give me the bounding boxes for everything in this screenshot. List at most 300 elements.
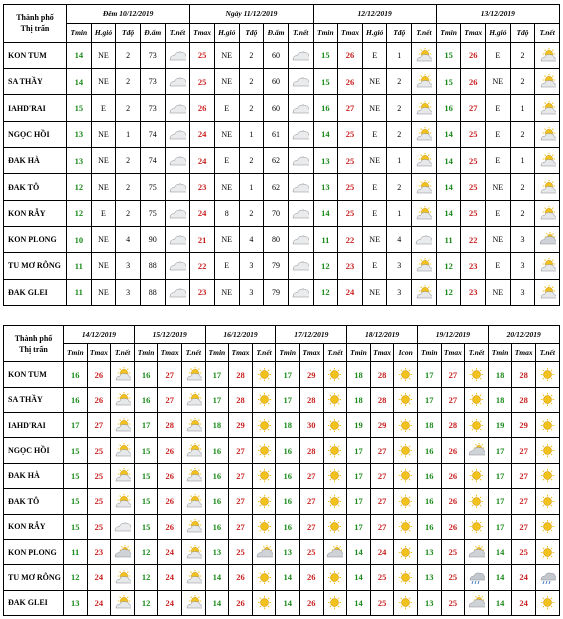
tmax-value: 23 — [461, 253, 486, 279]
weather-cell — [252, 387, 276, 412]
tmax-value: 27 — [299, 463, 323, 488]
wind-speed: 3 — [239, 279, 264, 305]
wind-direction: NE — [91, 148, 116, 174]
sun-icon — [326, 595, 343, 610]
sun-icon — [468, 392, 485, 407]
cloud-icon — [292, 101, 309, 116]
column-header: Tmin — [205, 344, 229, 362]
weather-cell — [252, 438, 276, 463]
tmax-value: 24 — [158, 565, 182, 590]
sun-cloud-icon — [114, 443, 131, 458]
weather-cell — [252, 514, 276, 539]
weather-cell — [535, 279, 560, 305]
wind-direction: NE — [214, 121, 239, 147]
weather-cell — [252, 489, 276, 514]
wind-speed: 3 — [239, 253, 264, 279]
weather-cell — [181, 514, 205, 539]
sun-icon — [539, 595, 556, 610]
tmax-value: 26 — [190, 95, 215, 121]
tmin-value: 16 — [417, 514, 441, 539]
weather-cell — [412, 253, 437, 279]
tmax-value: 28 — [299, 387, 323, 412]
tmin-value: 17 — [276, 387, 300, 412]
tmax-value: 25 — [441, 539, 465, 564]
column-header: T.nết — [165, 23, 190, 42]
humidity-value: 74 — [140, 121, 165, 147]
weather-cell — [288, 148, 313, 174]
tmax-value: 26 — [461, 69, 486, 95]
tmax-value: 29 — [299, 362, 323, 387]
sun-cloud-icon — [415, 258, 432, 273]
table-row — [4, 514, 560, 539]
sun-icon — [256, 443, 273, 458]
sun-cloud-icon — [114, 367, 131, 382]
humidity-value: 62 — [264, 174, 289, 200]
sun-icon — [397, 545, 414, 560]
tmax-value: 26 — [158, 514, 182, 539]
sun-cloud-icon — [114, 494, 131, 509]
wind-speed: 3 — [116, 253, 141, 279]
cloud-icon — [292, 258, 309, 273]
tmin-value: 16 — [417, 438, 441, 463]
wind-direction: E — [486, 253, 511, 279]
tmin-value: 13 — [417, 565, 441, 590]
city-name: NGỌC HỒI — [4, 438, 64, 463]
weather-cell — [323, 590, 347, 615]
tmax-value: 25 — [370, 565, 394, 590]
wind-speed: 2 — [510, 42, 535, 68]
weather-cell — [288, 279, 313, 305]
wind-speed: 1 — [239, 121, 264, 147]
tmin-value: 19 — [488, 413, 512, 438]
date-group-header: 14/12/2019 — [64, 326, 135, 344]
weather-cell — [323, 565, 347, 590]
tmin-value: 16 — [436, 95, 461, 121]
tmin-value: 18 — [347, 387, 371, 412]
tmin-value: 19 — [347, 413, 371, 438]
tmax-value: 25 — [87, 514, 111, 539]
cloud-icon — [292, 180, 309, 195]
sun-icon — [326, 570, 343, 585]
wind-direction: E — [362, 174, 387, 200]
weather-cell — [535, 42, 560, 68]
weather-cell — [465, 565, 489, 590]
weather-cell — [535, 387, 559, 412]
weather-cell — [465, 362, 489, 387]
tmax-value: 28 — [370, 387, 394, 412]
column-header-row — [4, 23, 560, 42]
column-header: Tmin — [276, 344, 300, 362]
tmin-value: 15 — [436, 69, 461, 95]
sun-cloud-icon — [539, 180, 556, 195]
tmin-value: 14 — [205, 565, 229, 590]
wind-direction: NE — [362, 227, 387, 253]
sun-icon — [326, 392, 343, 407]
tmax-value: 25 — [461, 200, 486, 226]
tmax-value: 27 — [87, 413, 111, 438]
sun-icon — [397, 595, 414, 610]
table-row — [4, 42, 560, 68]
wind-direction: NE — [91, 174, 116, 200]
tmin-value: 17 — [488, 438, 512, 463]
table-row — [4, 253, 560, 279]
table-row — [4, 438, 560, 463]
weather-cell — [288, 42, 313, 68]
date-group-header: 19/12/2019 — [417, 326, 488, 344]
tmax-value: 23 — [461, 279, 486, 305]
cloud-icon — [292, 285, 309, 300]
sun-icon — [539, 392, 556, 407]
sun-icon — [397, 519, 414, 534]
tmin-value: 13 — [64, 590, 88, 615]
tmax-value: 25 — [441, 590, 465, 615]
column-header: Tmin — [347, 344, 371, 362]
group-header-row — [4, 5, 560, 24]
wind-speed: 2 — [116, 95, 141, 121]
weather-cell — [323, 514, 347, 539]
weather-cell — [394, 413, 418, 438]
tmin-value: 14 — [488, 539, 512, 564]
tmax-value: 25 — [338, 200, 363, 226]
weather-cell — [165, 227, 190, 253]
wind-direction: NE — [486, 69, 511, 95]
tmin-value: 12 — [134, 590, 158, 615]
weather-cell — [535, 253, 560, 279]
tmin-value: 18 — [417, 413, 441, 438]
city-name: KON PLONG — [4, 539, 64, 564]
tmax-value: 27 — [299, 489, 323, 514]
weather-cell — [535, 95, 560, 121]
column-header: T.nết — [535, 344, 559, 362]
sun-cloud-icon — [415, 127, 432, 142]
weather-cell — [165, 174, 190, 200]
tmax-value: 25 — [338, 121, 363, 147]
column-header: T.nết — [412, 23, 437, 42]
weather-cell — [394, 514, 418, 539]
tmin-value: 12 — [134, 565, 158, 590]
weather-cell — [394, 590, 418, 615]
weather-cell — [252, 463, 276, 488]
cloud-icon — [169, 153, 186, 168]
weather-cell — [165, 148, 190, 174]
wind-speed: 3 — [387, 279, 412, 305]
date-group-header: Đêm 10/12/2019 — [67, 5, 190, 24]
tmin-value: 17 — [347, 463, 371, 488]
tmax-value: 28 — [158, 413, 182, 438]
date-group-header: Ngày 11/12/2019 — [190, 5, 313, 24]
weather-cell — [323, 362, 347, 387]
cloud-icon — [292, 48, 309, 63]
weather-cell — [412, 42, 437, 68]
column-header: Đ.ẩm — [264, 23, 289, 42]
tmax-value: 26 — [87, 387, 111, 412]
weather-cell — [465, 590, 489, 615]
tmin-value: 15 — [64, 463, 88, 488]
tmax-value: 27 — [512, 438, 536, 463]
weather-cell — [535, 227, 560, 253]
tmax-value: 27 — [512, 489, 536, 514]
sun-cloud-icon — [539, 48, 556, 63]
tmin-value: 16 — [205, 438, 229, 463]
tmin-value: 16 — [64, 362, 88, 387]
weather-cell — [394, 489, 418, 514]
weather-cell — [394, 438, 418, 463]
tmax-value: 26 — [338, 69, 363, 95]
city-name: ĐAK HÀ — [4, 148, 67, 174]
weather-cell — [181, 387, 205, 412]
weather-cell — [288, 253, 313, 279]
group-header-row — [4, 326, 560, 344]
wind-speed: 3 — [510, 227, 535, 253]
weather-cell — [165, 121, 190, 147]
sun-icon — [256, 418, 273, 433]
weather-cell — [323, 489, 347, 514]
city-name: ĐAK HÀ — [4, 463, 64, 488]
faint-separator-text — [225, 311, 345, 317]
weather-cell — [111, 514, 135, 539]
tmax-value: 28 — [512, 387, 536, 412]
table-row — [4, 489, 560, 514]
tmin-value: 12 — [313, 279, 338, 305]
sun-icon — [256, 595, 273, 610]
weather-cell — [323, 539, 347, 564]
tmin-value: 15 — [134, 438, 158, 463]
tmax-value: 24 — [87, 590, 111, 615]
tmax-value: 29 — [512, 413, 536, 438]
weather-cell — [111, 362, 135, 387]
tmax-value: 23 — [338, 253, 363, 279]
cloud-sun-icon — [539, 232, 556, 247]
weather-cell — [323, 463, 347, 488]
sun-cloud-icon — [185, 595, 202, 610]
tmin-value: 15 — [64, 438, 88, 463]
weather-cell — [535, 438, 559, 463]
wind-direction: NE — [362, 95, 387, 121]
sun-cloud-icon — [185, 468, 202, 483]
tmax-value: 27 — [158, 387, 182, 412]
tmin-value: 16 — [417, 463, 441, 488]
tmax-value: 26 — [87, 362, 111, 387]
tmax-value: 26 — [338, 42, 363, 68]
wind-direction: E — [486, 200, 511, 226]
wind-direction: E — [214, 95, 239, 121]
date-group-header: 12/12/2019 — [313, 5, 436, 24]
tmin-value: 13 — [205, 539, 229, 564]
wind-direction: NE — [214, 42, 239, 68]
tmin-value: 14 — [347, 539, 371, 564]
weather-cell — [535, 200, 560, 226]
sun-cloud-icon — [185, 443, 202, 458]
tmax-value: 24 — [87, 565, 111, 590]
sun-cloud-icon — [415, 180, 432, 195]
tmax-value: 22 — [190, 253, 215, 279]
sun-icon — [397, 468, 414, 483]
wind-direction: NE — [362, 279, 387, 305]
tmin-value: 16 — [276, 463, 300, 488]
tmax-value: 25 — [370, 590, 394, 615]
sun-icon — [468, 418, 485, 433]
weather-cell — [252, 590, 276, 615]
cloud-sun-icon — [114, 545, 131, 560]
cloud-icon — [292, 74, 309, 89]
cloud-rain-icon — [468, 570, 485, 585]
sun-cloud-icon — [539, 74, 556, 89]
weather-cell — [288, 69, 313, 95]
tmax-value: 26 — [229, 565, 253, 590]
city-name: KON RẪY — [4, 200, 67, 226]
tmin-value: 14 — [347, 565, 371, 590]
weather-cell — [165, 95, 190, 121]
tmin-value: 16 — [417, 489, 441, 514]
tmin-value: 11 — [67, 253, 92, 279]
weather-cell — [111, 489, 135, 514]
sun-cloud-icon — [539, 285, 556, 300]
tmin-value: 12 — [67, 200, 92, 226]
weather-cell — [412, 174, 437, 200]
tmin-value: 13 — [417, 539, 441, 564]
city-name: NGỌC HỒI — [4, 121, 67, 147]
weather-cell — [535, 148, 560, 174]
date-group-header: 16/12/2019 — [205, 326, 276, 344]
tmin-value: 16 — [64, 387, 88, 412]
column-header: T.nết — [535, 23, 560, 42]
sun-cloud-icon — [185, 519, 202, 534]
column-header: T.nết — [288, 23, 313, 42]
weather-cell — [181, 565, 205, 590]
sun-icon — [256, 570, 273, 585]
sun-cloud-icon — [539, 206, 556, 221]
city-name: TU MƠ RÔNG — [4, 565, 64, 590]
tmax-value: 27 — [229, 463, 253, 488]
wind-direction: NE — [486, 174, 511, 200]
weather-cell — [394, 539, 418, 564]
tmin-value: 15 — [67, 95, 92, 121]
sun-icon — [326, 468, 343, 483]
tmax-value: 24 — [512, 565, 536, 590]
sun-icon — [397, 367, 414, 382]
weather-cell — [535, 69, 560, 95]
tmax-value: 25 — [512, 539, 536, 564]
wind-speed: 1 — [510, 95, 535, 121]
tmax-value: 27 — [441, 362, 465, 387]
sun-cloud-icon — [185, 392, 202, 407]
tmax-value: 27 — [299, 514, 323, 539]
column-header: Tmin — [436, 23, 461, 42]
weather-cell — [394, 362, 418, 387]
tmin-value: 17 — [205, 362, 229, 387]
wind-direction: E — [214, 148, 239, 174]
weather-cell — [412, 148, 437, 174]
tmin-value: 16 — [134, 387, 158, 412]
tmin-value: 13 — [67, 121, 92, 147]
column-header: H.gió — [214, 23, 239, 42]
cloud-icon — [169, 180, 186, 195]
wind-speed: 2 — [510, 174, 535, 200]
tmax-value: 25 — [190, 42, 215, 68]
tmin-value: 17 — [488, 489, 512, 514]
table-row — [4, 200, 560, 226]
wind-direction: NE — [214, 69, 239, 95]
weather-cell — [535, 539, 559, 564]
tmin-value: 16 — [276, 489, 300, 514]
sun-icon — [397, 494, 414, 509]
sun-icon — [539, 494, 556, 509]
wind-speed: 2 — [387, 69, 412, 95]
tmin-value: 18 — [205, 413, 229, 438]
sun-icon — [539, 418, 556, 433]
wind-speed: 1 — [387, 148, 412, 174]
column-header: Tmin — [67, 23, 92, 42]
tmax-value: 28 — [512, 362, 536, 387]
cloud-icon — [169, 206, 186, 221]
wind-speed: 2 — [116, 174, 141, 200]
weather-cell — [111, 387, 135, 412]
weather-cell — [535, 362, 559, 387]
humidity-value: 75 — [140, 174, 165, 200]
wind-speed: 2 — [387, 174, 412, 200]
tmax-value: 28 — [299, 438, 323, 463]
weather-cell — [465, 463, 489, 488]
tmax-value: 27 — [338, 95, 363, 121]
corner-label — [4, 5, 67, 43]
humidity-value: 61 — [264, 121, 289, 147]
weather-cell — [323, 413, 347, 438]
table-row — [4, 69, 560, 95]
column-header: Tmin — [134, 344, 158, 362]
tmin-value: 14 — [276, 565, 300, 590]
city-name: IAHD'RAI — [4, 413, 64, 438]
weather-cell — [165, 279, 190, 305]
column-header: Tđộ — [387, 23, 412, 42]
tmin-value: 14 — [436, 174, 461, 200]
cloud-rain-icon — [539, 570, 556, 585]
sun-icon — [326, 367, 343, 382]
sun-icon — [326, 519, 343, 534]
tmin-value: 14 — [488, 565, 512, 590]
forecast-table-upcoming — [3, 4, 560, 306]
tmin-value: 13 — [67, 148, 92, 174]
weather-cell — [412, 95, 437, 121]
tmax-value: 27 — [229, 489, 253, 514]
weather-cell — [111, 463, 135, 488]
tmin-value: 17 — [134, 413, 158, 438]
wind-direction: NE — [91, 121, 116, 147]
wind-speed: 3 — [116, 279, 141, 305]
tmin-value: 11 — [436, 227, 461, 253]
tmin-value: 11 — [64, 539, 88, 564]
tmax-value: 28 — [441, 413, 465, 438]
weather-cell — [465, 514, 489, 539]
weather-cell — [288, 200, 313, 226]
weather-cell — [394, 387, 418, 412]
weather-cell — [111, 413, 135, 438]
weather-cell — [412, 279, 437, 305]
tmax-value: 24 — [370, 539, 394, 564]
wind-speed: 2 — [510, 121, 535, 147]
wind-direction: NE — [91, 227, 116, 253]
column-header-row — [4, 344, 560, 362]
tmin-value: 14 — [67, 42, 92, 68]
weather-cell — [465, 387, 489, 412]
sun-cloud-icon — [415, 206, 432, 221]
cloud-sun-icon — [468, 443, 485, 458]
tmax-value: 27 — [370, 438, 394, 463]
tmax-value: 24 — [190, 200, 215, 226]
tmax-value: 25 — [338, 174, 363, 200]
weather-cell — [181, 463, 205, 488]
tmin-value: 16 — [205, 463, 229, 488]
wind-speed: 2 — [510, 200, 535, 226]
